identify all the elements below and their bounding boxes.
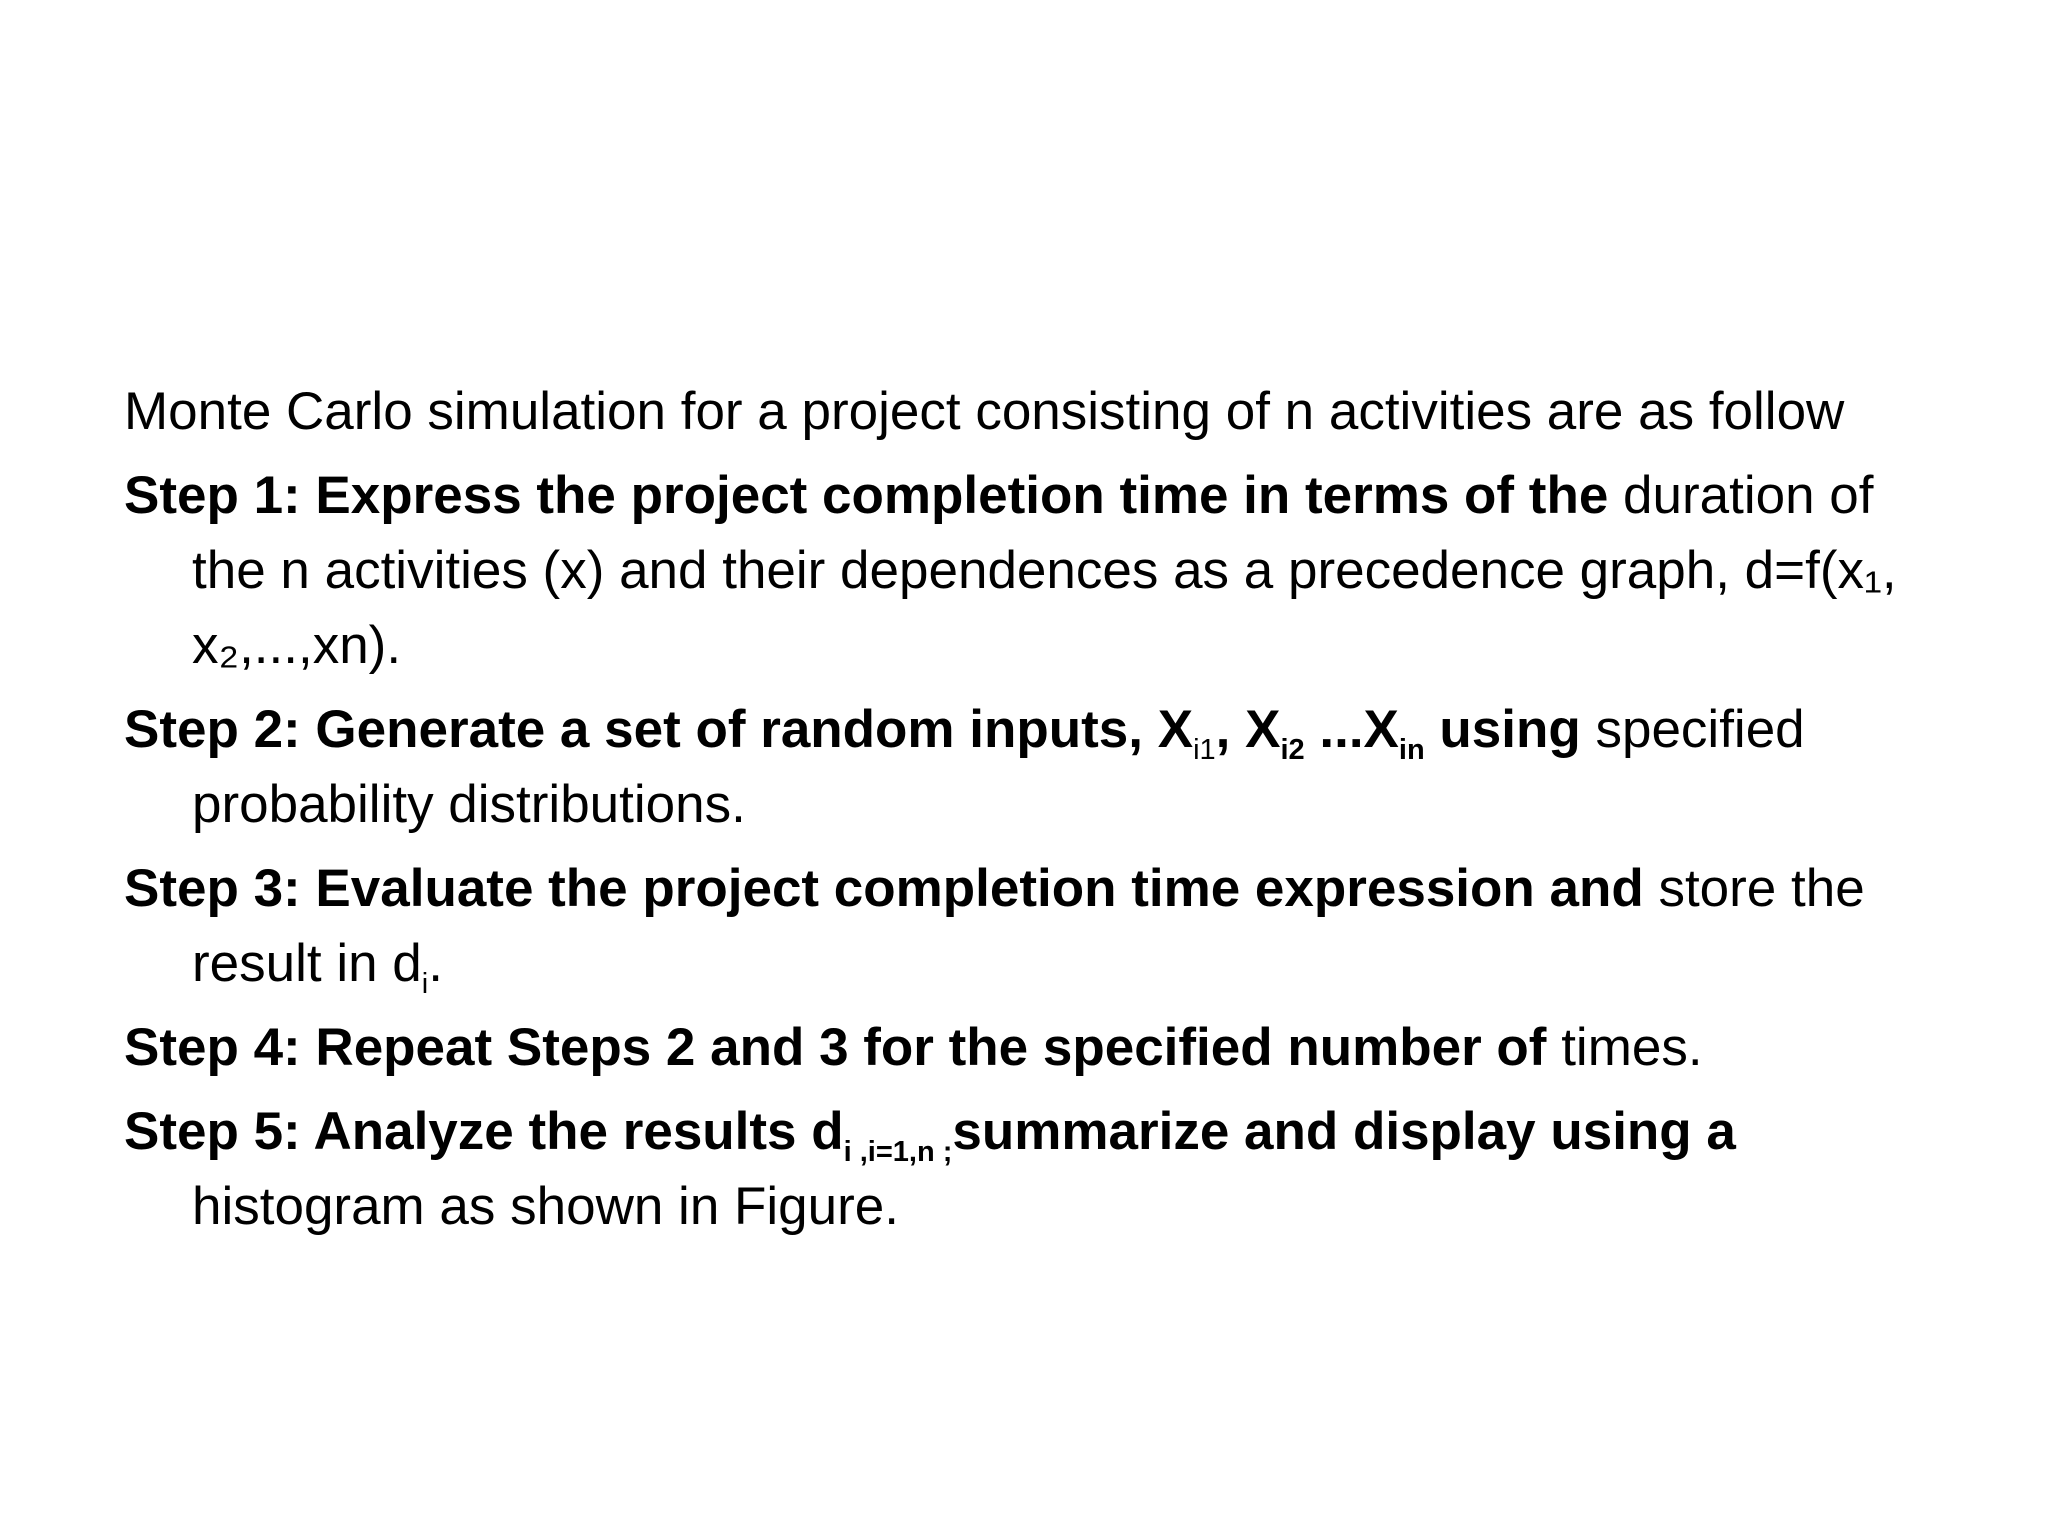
step-2-heading-part-2: , X [1215,700,1281,759]
step-4-heading: Step 4: Repeat Steps 2 and 3 for the specified number of [124,1018,1547,1077]
step-4-text: times. [1546,1018,1703,1077]
step-5-heading: Step 5: Analyze the results d [124,1102,844,1161]
step-1 [124,458,1954,683]
step-3-heading: Step 3: Evaluate the project completion time expression and [124,859,1644,918]
step-4 [124,1010,1954,1085]
step-2-heading-part-4: using [1424,700,1581,759]
intro-text: Monte Carlo simulation for a project consisting of n activities are as follow [124,382,1845,441]
step-2-subscript-2: i2 [1280,734,1305,766]
step-2-text: specified probability distributions. [192,700,1805,834]
step-2-heading: Step 2: Generate a set of random inputs, X [124,700,1194,759]
step-2-subscript-3: in [1398,734,1425,766]
step-3-text: store the result in d [192,859,1865,993]
step-2 [124,692,1954,842]
step-2-subscript-1: i1 [1193,734,1216,766]
step-5-heading-part-2: summarize and display using a [952,1102,1736,1161]
step-3-text-end: . [428,934,443,993]
step-1-text: duration of the n activities (x) and their dependences as a precedence graph, d=f(x₁, x₂,...,xn). [192,466,1897,675]
slide-body [124,374,1954,1253]
step-5-text: histogram as shown in Figure. [192,1177,899,1236]
step-3 [124,851,1954,1001]
step-5 [124,1094,1954,1244]
step-5-subscript: i ,i=1,n ; [843,1136,953,1168]
step-1-heading: Step 1: Express the project completion time in terms of the [124,466,1609,525]
step-2-heading-part-3: ...X [1304,700,1399,759]
intro-paragraph [124,374,1954,449]
step-3-subscript: i [421,968,429,1000]
